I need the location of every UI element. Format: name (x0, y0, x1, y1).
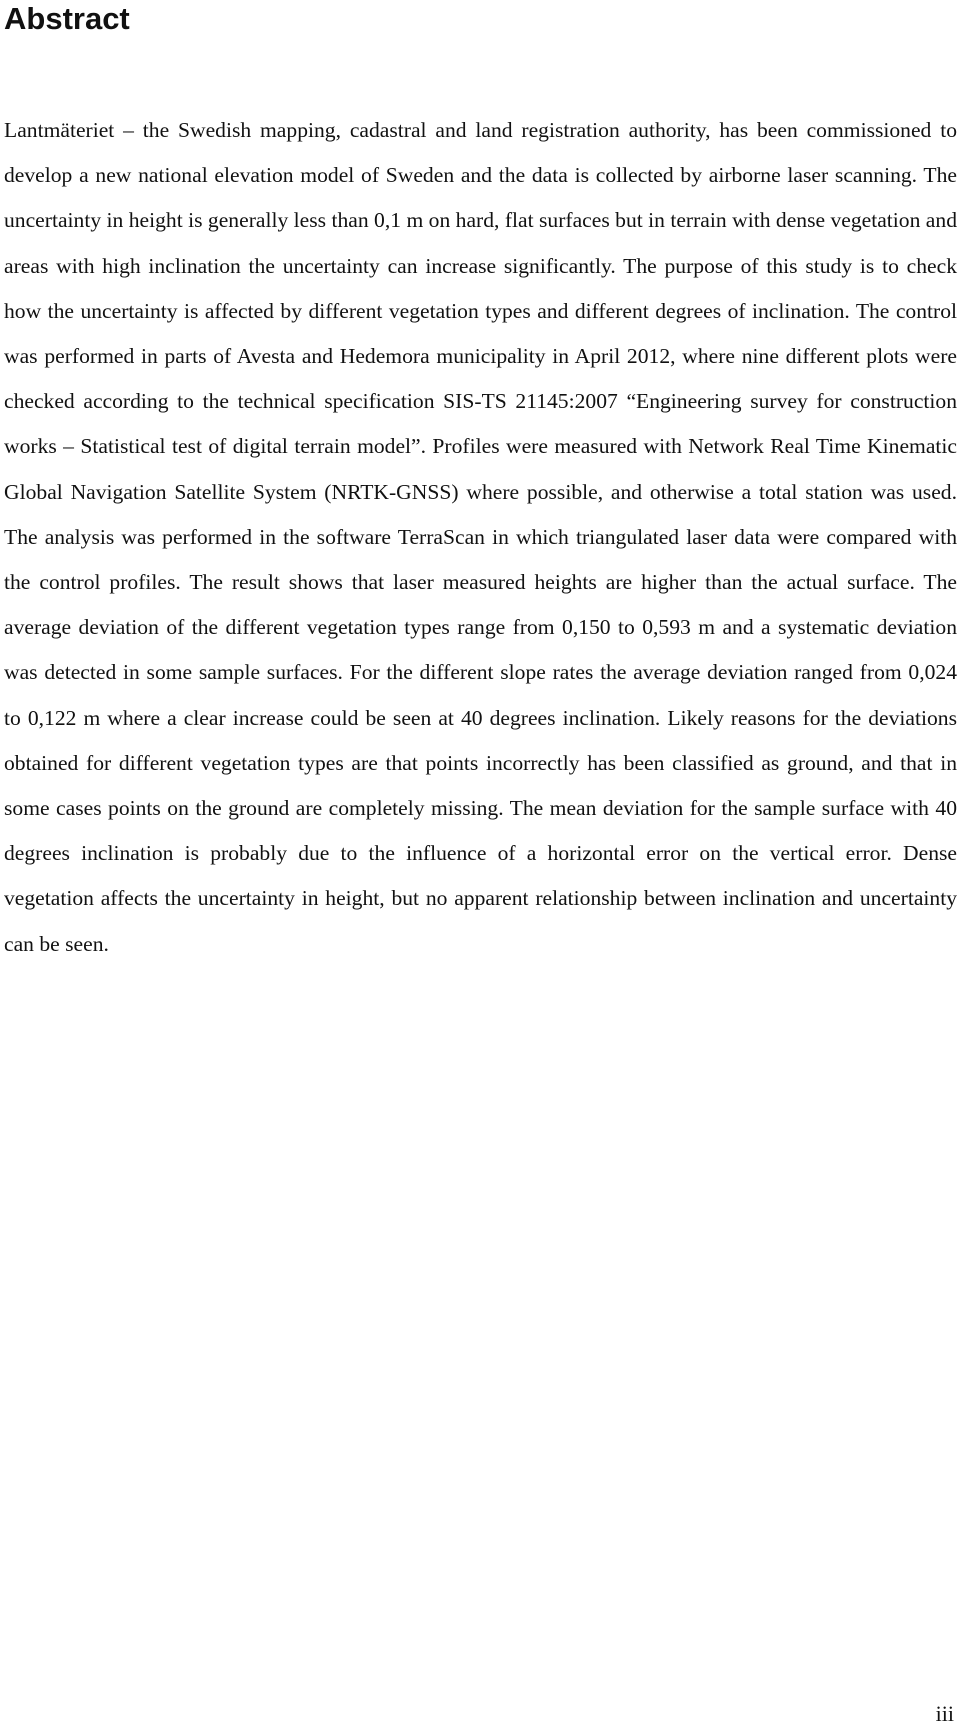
section-heading: Abstract (4, 1, 130, 36)
abstract-paragraph: Lantmäteriet – the Swedish mapping, cadastral and land registration authority, has been commissioned to develop a new national elevation model of Sweden and the data is collected by airborne laser scanning. The uncertainty in height is generally less than 0,1 m on hard, flat surfaces but in terrain with dense vegetation and areas with high inclination the uncertainty can increase significantly. The purpose of this study is to check how the uncertainty is affected by different vegetation types and different degrees of inclination. The control was performed in parts of Avesta and Hedemora municipality in April 2012, where nine different plots were checked according to the technical specification SIS-TS 21145:2007 “Engineering survey for construction works – Statistical test of digital terrain model”. Profiles were measured with Network Real Time Kinematic Global Navigation Satellite System (NRTK-GNSS) where possible, and otherwise a total station was used. The analysis was performed in the software TerraScan in which triangulated laser data were compared with the control profiles. The result shows that laser measured heights are higher than the actual surface. The average deviation of the different vegetation types range from 0,150 to 0,593 m and a systematic deviation was detected in some sample surfaces. For the different slope rates the average deviation ranged from 0,024 to 0,122 m where a clear increase could be seen at 40 degrees inclination. Likely reasons for the deviations obtained for different vegetation types are that points incorrectly has been classified as ground, and that in some cases points on the ground are completely missing. The mean deviation for the sample surface with 40 degrees inclination is probably due to the influence of a horizontal error on the vertical error. Dense vegetation affects the uncertainty in height, but no apparent relationship between inclination and uncertainty can be seen. (4, 118, 957, 956)
page-number: iii (935, 1701, 954, 1726)
